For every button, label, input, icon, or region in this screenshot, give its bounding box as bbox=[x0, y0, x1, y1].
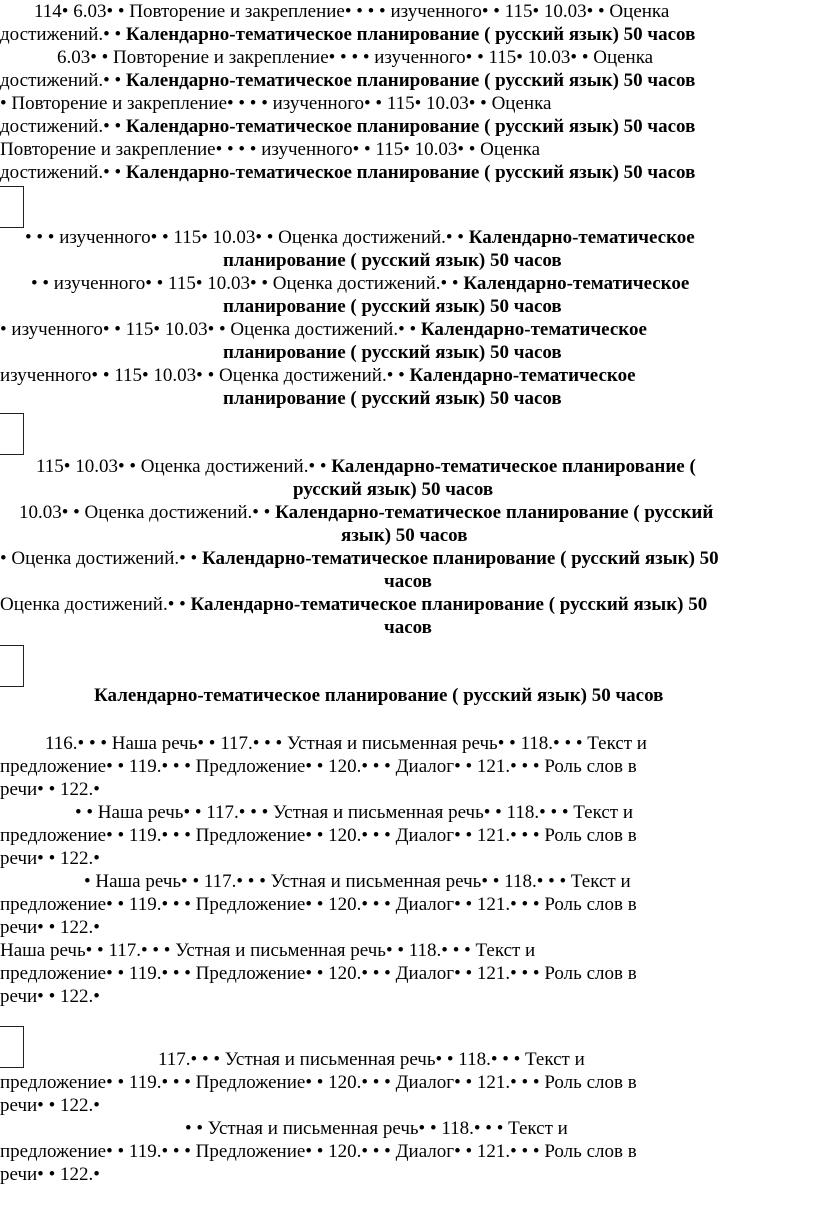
text-line bbox=[0, 1117, 816, 1140]
plain-text: 6.03 bbox=[68, 1, 107, 22]
plain-text: предложение• • 119.• • • Предложение• • 120.• • • Диалог• • 121.• • • Роль слов в bbox=[0, 825, 637, 846]
plain-text: речи• • 122.• bbox=[0, 779, 100, 800]
text-line bbox=[0, 547, 816, 570]
plain-text: • Наша речь• • 117.• • • Устная и письменная речь• • 118.• • • Текст и bbox=[84, 871, 631, 892]
bold-text: русский язык) 50 часов bbox=[293, 479, 494, 500]
text-line bbox=[0, 985, 816, 1008]
plain-text: речи• • 122.• bbox=[0, 848, 100, 869]
plain-text: 6.03• • Повторение и закрепление• • • • изученного• • 115• 10.03• • Оценка bbox=[57, 47, 654, 68]
text-line bbox=[0, 1048, 816, 1071]
page-break-box bbox=[0, 645, 24, 687]
plain-text: • • Повторение и закрепление• • • • изученного• • 115• 10.03• • Оценка bbox=[106, 1, 670, 22]
text-line bbox=[0, 616, 816, 639]
plain-text: предложение• • 119.• • • Предложение• • 120.• • • Диалог• • 121.• • • Роль слов в bbox=[0, 894, 637, 915]
text-line bbox=[0, 364, 816, 387]
plain-text: Повторение и закрепление• • • • изученного• • 115• 10.03• • Оценка bbox=[0, 139, 541, 160]
text-line bbox=[0, 115, 816, 138]
plain-text: речи• • 122.• bbox=[0, 1095, 100, 1116]
plain-text: достижений.• • bbox=[0, 24, 126, 45]
plain-text: предложение• • 119.• • • Предложение• • 120.• • • Диалог• • 121.• • • Роль слов в bbox=[0, 963, 637, 984]
text-line bbox=[0, 318, 816, 341]
text-line bbox=[0, 341, 816, 364]
text-line bbox=[0, 295, 816, 318]
plain-text: изученного• • 115• 10.03• • Оценка достижений.• • bbox=[0, 365, 410, 386]
plain-text: 114 bbox=[34, 1, 62, 22]
plain-text: Наша речь• • 117.• • • Устная и письменная речь• • 118.• • • Текст и bbox=[0, 940, 536, 961]
text-line bbox=[0, 501, 816, 524]
plain-text: 10.03• • Оценка достижений.• • bbox=[19, 502, 276, 523]
bold-text: Календарно-тематическое планирование ( русский язык) 50 bbox=[201, 548, 719, 569]
bold-text: часов bbox=[384, 571, 432, 592]
bold-text: планирование ( русский язык) 50 часов bbox=[223, 250, 562, 271]
plain-text: Оценка достижений.• • bbox=[0, 594, 191, 615]
bold-text: Календарно-тематическое bbox=[409, 365, 636, 386]
text-line bbox=[0, 1071, 816, 1094]
bold-text: Календарно-тематическое планирование ( русский язык) 50 часов bbox=[125, 24, 696, 45]
text-line bbox=[0, 92, 816, 115]
bold-text: планирование ( русский язык) 50 часов bbox=[223, 296, 562, 317]
bold-text: Календарно-тематическое планирование ( русский язык) 50 bbox=[190, 594, 708, 615]
plain-text: предложение• • 119.• • • Предложение• • 120.• • • Диалог• • 121.• • • Роль слов в bbox=[0, 1072, 637, 1093]
plain-text: • изученного• • 115• 10.03• • Оценка достижений.• • bbox=[0, 319, 421, 340]
text-line bbox=[0, 593, 816, 616]
text-line bbox=[0, 684, 816, 707]
plain-text: • • • изученного• • 115• 10.03• • Оценка достижений.• • bbox=[25, 227, 469, 248]
plain-text: • Оценка достижений.• • bbox=[0, 548, 202, 569]
plain-text: речи• • 122.• bbox=[0, 917, 100, 938]
bold-text: Календарно-тематическое bbox=[463, 273, 690, 294]
plain-text: • bbox=[61, 1, 69, 22]
plain-text: • • изученного• • 115• 10.03• • Оценка достижений.• • bbox=[31, 273, 464, 294]
text-line bbox=[0, 824, 816, 847]
bold-text: планирование ( русский язык) 50 часов bbox=[223, 342, 562, 363]
text-line bbox=[0, 161, 816, 184]
page-break-box bbox=[0, 1026, 24, 1068]
text-line bbox=[0, 939, 816, 962]
bold-text: Календарно-тематическое планирование ( русский язык) 50 часов bbox=[94, 685, 664, 706]
text-line bbox=[0, 893, 816, 916]
bold-text: Календарно-тематическое планирование ( bbox=[331, 456, 696, 477]
plain-text: • • Наша речь• • 117.• • • Устная и письменная речь• • 118.• • • Текст и bbox=[75, 802, 634, 823]
plain-text: достижений.• • bbox=[0, 70, 126, 91]
plain-text: 116.• • • Наша речь• • 117.• • • Устная и письменная речь• • 118.• • • Текст и bbox=[45, 733, 647, 754]
text-line bbox=[0, 69, 816, 92]
bold-text: язык) 50 часов bbox=[341, 525, 468, 546]
bold-text: часов bbox=[384, 617, 432, 638]
text-line bbox=[0, 778, 816, 801]
page-break-box bbox=[0, 186, 24, 228]
text-line bbox=[0, 755, 816, 778]
text-line bbox=[0, 1163, 816, 1186]
plain-text: предложение• • 119.• • • Предложение• • 120.• • • Диалог• • 121.• • • Роль слов в bbox=[0, 1141, 637, 1162]
text-line bbox=[0, 962, 816, 985]
plain-text: достижений.• • bbox=[0, 116, 126, 137]
bold-text: Календарно-тематическое планирование ( русский bbox=[275, 502, 714, 523]
text-line bbox=[0, 272, 816, 295]
text-line bbox=[0, 570, 816, 593]
plain-text: речи• • 122.• bbox=[0, 1164, 100, 1185]
plain-text: достижений.• • bbox=[0, 162, 126, 183]
plain-text: 117.• • • Устная и письменная речь• • 118.• • • Текст и bbox=[158, 1049, 585, 1070]
bold-text: Календарно-тематическое планирование ( русский язык) 50 часов bbox=[125, 162, 696, 183]
bold-text: планирование ( русский язык) 50 часов bbox=[223, 388, 562, 409]
text-line bbox=[0, 0, 816, 23]
plain-text: предложение• • 119.• • • Предложение• • 120.• • • Диалог• • 121.• • • Роль слов в bbox=[0, 756, 637, 777]
text-line bbox=[0, 46, 816, 69]
text-line bbox=[0, 847, 816, 870]
text-line bbox=[0, 226, 816, 249]
text-line bbox=[0, 23, 816, 46]
text-line bbox=[0, 387, 816, 410]
text-line bbox=[0, 478, 816, 501]
text-line bbox=[0, 249, 816, 272]
bold-text: Календарно-тематическое планирование ( русский язык) 50 часов bbox=[125, 70, 696, 91]
page-break-box bbox=[0, 413, 24, 455]
text-line bbox=[0, 524, 816, 547]
plain-text: 115• 10.03• • Оценка достижений.• • bbox=[36, 456, 332, 477]
bold-text: Календарно-тематическое bbox=[420, 319, 647, 340]
bold-text: Календарно-тематическое планирование ( русский язык) 50 часов bbox=[125, 116, 696, 137]
text-line bbox=[0, 1094, 816, 1117]
plain-text: речи• • 122.• bbox=[0, 986, 100, 1007]
text-line bbox=[0, 801, 816, 824]
text-line bbox=[0, 732, 816, 755]
plain-text: • Повторение и закрепление• • • • изученного• • 115• 10.03• • Оценка bbox=[0, 93, 552, 114]
text-line bbox=[0, 455, 816, 478]
text-line bbox=[0, 870, 816, 893]
bold-text: Календарно-тематическое bbox=[468, 227, 695, 248]
text-line bbox=[0, 916, 816, 939]
text-line bbox=[0, 138, 816, 161]
text-line bbox=[0, 1140, 816, 1163]
plain-text: • • Устная и письменная речь• • 118.• • • Текст и bbox=[185, 1118, 568, 1139]
